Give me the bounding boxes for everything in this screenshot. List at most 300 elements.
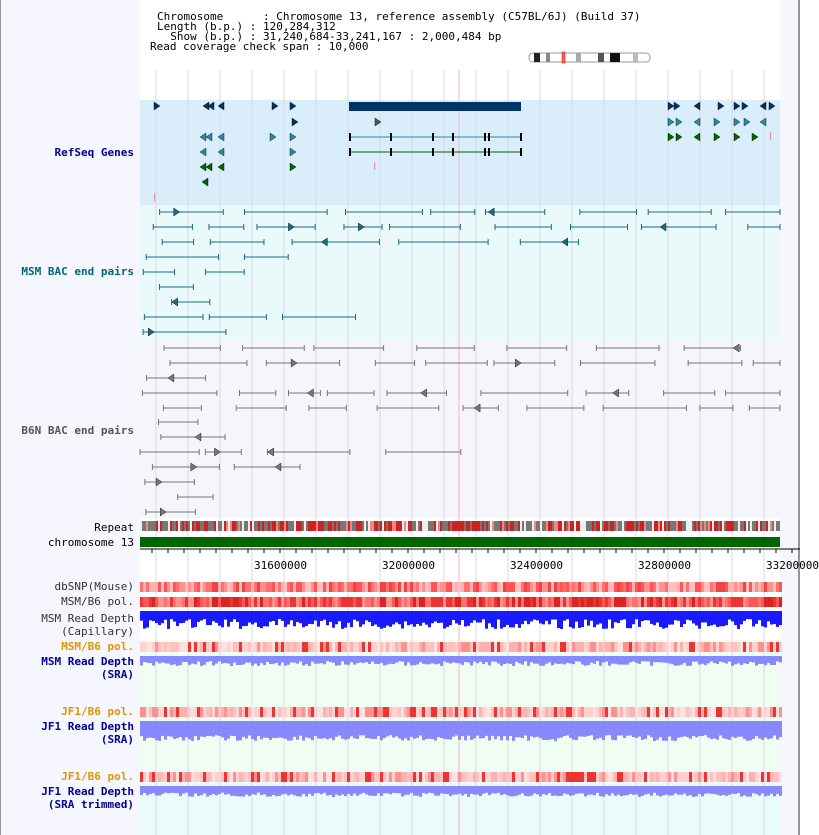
heat-cell xyxy=(410,772,413,782)
repeat-mark xyxy=(678,521,680,531)
depth-bar xyxy=(365,786,368,794)
heat-cell xyxy=(233,642,236,652)
repeat-mark xyxy=(592,521,594,531)
heat-cell xyxy=(506,582,509,592)
depth-bar xyxy=(758,786,761,796)
heat-cell xyxy=(563,597,566,607)
depth-bar xyxy=(650,786,653,796)
heat-cell xyxy=(257,707,260,717)
heat-cell xyxy=(602,642,605,652)
heat-cell xyxy=(245,707,248,717)
heat-cell xyxy=(773,582,776,592)
depth-bar xyxy=(203,611,206,619)
depth-bar xyxy=(272,611,275,621)
repeat-mark xyxy=(180,521,182,531)
heat-cell xyxy=(725,772,728,782)
heat-cell xyxy=(224,582,227,592)
heat-cell xyxy=(332,582,335,592)
heat-cell xyxy=(476,642,479,652)
depth-bar xyxy=(266,786,269,796)
heat-cell xyxy=(557,772,560,782)
depth-bar xyxy=(221,721,224,737)
heat-cell xyxy=(560,582,563,592)
depth-bar xyxy=(761,786,764,793)
heat-cell xyxy=(752,642,755,652)
repeat-mark xyxy=(168,521,170,531)
heat-cell xyxy=(740,597,743,607)
depth-bar xyxy=(200,611,203,621)
depth-bar xyxy=(275,721,278,738)
depth-bar xyxy=(539,786,542,796)
heat-cell xyxy=(707,772,710,782)
heat-cell xyxy=(377,707,380,717)
depth-bar xyxy=(587,656,590,665)
depth-bar xyxy=(572,611,575,628)
depth-bar xyxy=(560,656,563,664)
depth-bar xyxy=(326,786,329,796)
heat-cell xyxy=(698,772,701,782)
heat-cell xyxy=(191,582,194,592)
heat-cell xyxy=(272,707,275,717)
repeat-mark xyxy=(700,521,702,531)
heat-cell xyxy=(527,772,530,782)
repeat-mark xyxy=(510,521,512,531)
heat-cell xyxy=(254,642,257,652)
repeat-mark xyxy=(234,521,236,531)
repeat-mark xyxy=(458,521,460,531)
heat-cell xyxy=(368,707,371,717)
heat-cell xyxy=(317,772,320,782)
header-coverage: Read coverage check span : 10,000 xyxy=(150,40,369,53)
depth-bar xyxy=(338,721,341,735)
depth-bar xyxy=(749,721,752,740)
heat-cell xyxy=(683,597,686,607)
heat-cell xyxy=(638,597,641,607)
heat-cell xyxy=(299,642,302,652)
heat-cell xyxy=(674,582,677,592)
depth-bar xyxy=(749,656,752,662)
heat-cell xyxy=(647,772,650,782)
depth-bar xyxy=(290,656,293,662)
depth-bar xyxy=(233,786,236,796)
depth-bar xyxy=(230,656,233,666)
heat-cell xyxy=(716,707,719,717)
heat-cell xyxy=(704,772,707,782)
depth-bar xyxy=(278,611,281,619)
repeat-mark xyxy=(276,521,278,531)
heat-cell xyxy=(293,707,296,717)
depth-bar xyxy=(422,611,425,623)
depth-bar xyxy=(530,611,533,621)
heat-cell xyxy=(680,642,683,652)
depth-bar xyxy=(353,721,356,738)
depth-bar xyxy=(209,611,212,625)
depth-bar xyxy=(443,611,446,628)
heat-cell xyxy=(383,582,386,592)
heat-cell xyxy=(554,772,557,782)
scale-tick-label: 33200000 xyxy=(766,559,819,572)
repeat-mark xyxy=(566,521,568,531)
heat-cell xyxy=(635,642,638,652)
depth-bar xyxy=(164,656,167,663)
depth-bar xyxy=(551,656,554,665)
repeat-mark xyxy=(364,521,366,531)
heat-cell xyxy=(365,597,368,607)
depth-bar xyxy=(701,656,704,664)
heat-cell xyxy=(707,707,710,717)
depth-bar xyxy=(665,656,668,663)
heat-cell xyxy=(332,772,335,782)
heat-cell xyxy=(566,597,569,607)
depth-bar xyxy=(740,611,743,624)
heat-cell xyxy=(596,582,599,592)
depth-bar xyxy=(326,611,329,625)
depth-bar xyxy=(554,786,557,795)
repeat-mark xyxy=(750,521,752,531)
heat-cell xyxy=(548,582,551,592)
heat-cell xyxy=(713,707,716,717)
depth-bar xyxy=(491,656,494,661)
repeat-mark xyxy=(200,521,202,531)
depth-bar xyxy=(407,611,410,625)
scale-tick-label: 31600000 xyxy=(254,559,307,572)
depth-bar xyxy=(476,611,479,622)
depth-bar xyxy=(389,721,392,735)
heat-cell xyxy=(344,707,347,717)
heat-cell xyxy=(521,772,524,782)
heat-cell xyxy=(590,597,593,607)
heat-cell xyxy=(416,642,419,652)
heat-cell xyxy=(233,707,236,717)
heat-cell xyxy=(161,582,164,592)
depth-bar xyxy=(563,721,566,736)
heat-cell xyxy=(296,772,299,782)
depth-bar xyxy=(452,611,455,620)
heat-cell xyxy=(752,707,755,717)
heat-cell xyxy=(158,707,161,717)
depth-bar xyxy=(713,611,716,625)
depth-bar xyxy=(767,721,770,739)
depth-bar xyxy=(305,721,308,737)
track-label-dbsnp[interactable]: dbSNP(Mouse) xyxy=(54,580,134,593)
track-label-msm-b6-pol[interactable]: MSM/B6 pol. xyxy=(61,595,134,608)
heat-cell xyxy=(482,707,485,717)
depth-bar xyxy=(458,656,461,663)
heat-cell xyxy=(347,707,350,717)
depth-bar xyxy=(638,656,641,664)
heat-cell xyxy=(725,582,728,592)
heat-cell xyxy=(494,707,497,717)
repeat-mark xyxy=(774,521,776,531)
depth-bar xyxy=(743,611,746,621)
depth-bar xyxy=(164,721,167,740)
heat-cell xyxy=(722,582,725,592)
repeat-mark xyxy=(692,521,694,531)
repeat-mark xyxy=(292,521,294,531)
heat-cell xyxy=(335,597,338,607)
depth-bar xyxy=(707,611,710,626)
heat-cell xyxy=(656,772,659,782)
repeat-mark xyxy=(442,521,444,531)
depth-bar xyxy=(746,656,749,664)
heat-cell xyxy=(545,707,548,717)
heat-cell xyxy=(302,582,305,592)
gene-mark xyxy=(154,193,155,201)
heat-cell xyxy=(674,707,677,717)
depth-bar xyxy=(212,611,215,621)
depth-bar xyxy=(497,721,500,736)
heat-cell xyxy=(488,707,491,717)
heat-cell xyxy=(314,582,317,592)
heat-cell xyxy=(662,582,665,592)
heat-cell xyxy=(725,642,728,652)
heat-cell xyxy=(515,772,518,782)
depth-bar xyxy=(404,656,407,666)
depth-bar xyxy=(272,656,275,664)
repeat-mark xyxy=(756,521,758,531)
heat-cell xyxy=(182,772,185,782)
heat-cell xyxy=(611,772,614,782)
heat-cell xyxy=(167,582,170,592)
depth-bar xyxy=(764,786,767,796)
repeat-mark xyxy=(658,521,660,531)
heat-cell xyxy=(623,582,626,592)
heat-cell xyxy=(665,642,668,652)
depth-bar xyxy=(656,611,659,623)
depth-bar xyxy=(497,656,500,663)
exon xyxy=(484,133,486,141)
depth-bar xyxy=(674,721,677,741)
depth-bar xyxy=(533,786,536,793)
heat-cell xyxy=(407,582,410,592)
heat-cell xyxy=(353,597,356,607)
depth-bar xyxy=(662,611,665,629)
heat-cell xyxy=(731,772,734,782)
depth-bar xyxy=(536,786,539,794)
heat-cell xyxy=(146,597,149,607)
depth-bar xyxy=(215,656,218,663)
heat-cell xyxy=(170,597,173,607)
heat-cell xyxy=(644,707,647,717)
heat-cell xyxy=(443,597,446,607)
heat-cell xyxy=(308,642,311,652)
heat-cell xyxy=(140,707,143,717)
heat-cell xyxy=(188,642,191,652)
heat-cell xyxy=(437,772,440,782)
heat-cell xyxy=(389,772,392,782)
repeat-mark xyxy=(666,521,668,531)
heat-cell xyxy=(428,707,431,717)
heat-cell xyxy=(281,582,284,592)
heat-cell xyxy=(407,707,410,717)
depth-bar xyxy=(359,786,362,794)
heat-cell xyxy=(188,582,191,592)
repeat-mark xyxy=(152,521,154,531)
depth-bar xyxy=(605,656,608,662)
depth-bar xyxy=(770,786,773,794)
heat-cell xyxy=(263,707,266,717)
heat-cell xyxy=(428,597,431,607)
depth-bar xyxy=(533,721,536,737)
heat-cell xyxy=(677,642,680,652)
depth-bar xyxy=(554,656,557,663)
track-label-jf1-b6-pol[interactable]: JF1/B6 pol. xyxy=(61,705,134,718)
depth-bar xyxy=(746,786,749,797)
track-label-msm-depth-capillary[interactable]: MSM Read Depth xyxy=(41,612,134,625)
repeat-mark xyxy=(518,521,520,531)
depth-bar xyxy=(281,721,284,738)
heat-cell xyxy=(479,597,482,607)
repeat-mark xyxy=(598,521,600,531)
depth-bar xyxy=(701,611,704,622)
heat-cell xyxy=(425,597,428,607)
track-label-msm-b6-pol-sra[interactable]: MSM/B6 pol. xyxy=(61,640,134,653)
heat-cell xyxy=(398,707,401,717)
depth-bar xyxy=(305,656,308,664)
gene-mark xyxy=(374,162,375,170)
heat-cell xyxy=(521,597,524,607)
depth-bar xyxy=(620,656,623,665)
depth-bar xyxy=(344,656,347,665)
heat-cell xyxy=(647,582,650,592)
depth-bar xyxy=(617,721,620,736)
heat-cell xyxy=(629,597,632,607)
depth-bar xyxy=(509,786,512,796)
repeat-mark xyxy=(402,521,404,531)
repeat-mark xyxy=(622,521,624,531)
track-label-refseq[interactable]: RefSeq Genes xyxy=(54,146,134,159)
depth-bar xyxy=(251,786,254,794)
depth-bar xyxy=(425,656,428,664)
track-label-repeat[interactable]: Repeat xyxy=(94,521,134,534)
repeat-mark xyxy=(456,521,458,531)
heat-cell xyxy=(740,642,743,652)
repeat-mark xyxy=(216,521,218,531)
heat-cell xyxy=(770,597,773,607)
depth-bar xyxy=(194,656,197,664)
heat-cell xyxy=(302,707,305,717)
depth-bar xyxy=(740,721,743,737)
heat-cell xyxy=(710,597,713,607)
depth-bar xyxy=(278,721,281,738)
heat-cell xyxy=(485,642,488,652)
depth-bar xyxy=(236,721,239,741)
depth-bar xyxy=(203,786,206,793)
heat-cell xyxy=(338,642,341,652)
heat-cell xyxy=(572,772,575,782)
heat-cell xyxy=(755,642,758,652)
depth-bar xyxy=(632,656,635,661)
heat-cell xyxy=(761,772,764,782)
heat-cell xyxy=(710,707,713,717)
heat-cell xyxy=(284,597,287,607)
depth-bar xyxy=(140,721,143,736)
depth-bar xyxy=(587,786,590,795)
heat-cell xyxy=(485,707,488,717)
track-label-jf1-depth-trimmed[interactable]: JF1 Read Depth xyxy=(41,785,134,798)
heat-cell xyxy=(341,707,344,717)
depth-bar xyxy=(257,721,260,736)
depth-bar xyxy=(524,656,527,661)
depth-bar xyxy=(584,721,587,737)
depth-bar xyxy=(695,611,698,626)
depth-bar xyxy=(365,721,368,738)
depth-bar xyxy=(212,721,215,737)
depth-bar xyxy=(317,786,320,793)
depth-bar xyxy=(455,656,458,663)
heat-cell xyxy=(596,772,599,782)
heat-cell xyxy=(626,597,629,607)
depth-bar xyxy=(194,786,197,794)
depth-bar xyxy=(554,611,557,620)
track-label-msm-depth-sra[interactable]: MSM Read Depth xyxy=(41,655,134,668)
depth-bar xyxy=(311,611,314,624)
heat-cell xyxy=(707,642,710,652)
heat-cell xyxy=(230,772,233,782)
heat-cell xyxy=(533,772,536,782)
depth-bar xyxy=(698,721,701,736)
heat-cell xyxy=(677,597,680,607)
depth-bar xyxy=(206,611,209,625)
heat-cell xyxy=(218,642,221,652)
heat-cell xyxy=(593,707,596,717)
depth-bar xyxy=(698,656,701,665)
heat-cell xyxy=(464,642,467,652)
track-label-jf1-b6-pol-2[interactable]: JF1/B6 pol. xyxy=(61,770,134,783)
depth-bar xyxy=(332,786,335,797)
heat-cell xyxy=(230,582,233,592)
repeat-mark xyxy=(532,521,534,531)
heat-cell xyxy=(461,642,464,652)
heat-cell xyxy=(662,772,665,782)
heat-cell xyxy=(590,707,593,717)
depth-bar xyxy=(362,656,365,663)
depth-bar xyxy=(737,611,740,629)
depth-bar xyxy=(719,611,722,626)
heat-cell xyxy=(143,772,146,782)
depth-bar xyxy=(602,611,605,629)
heat-cell xyxy=(350,707,353,717)
repeat-mark xyxy=(468,521,470,531)
repeat-mark xyxy=(226,521,228,531)
depth-bar xyxy=(188,611,191,619)
heat-cell xyxy=(542,582,545,592)
depth-bar xyxy=(551,786,554,796)
heat-cell xyxy=(539,582,542,592)
heat-cell xyxy=(368,642,371,652)
track-label-chromosome[interactable]: chromosome 13 xyxy=(47,536,134,549)
depth-bar xyxy=(491,721,494,736)
heat-cell xyxy=(617,582,620,592)
depth-bar xyxy=(725,656,728,664)
heat-cell xyxy=(386,642,389,652)
heat-cell xyxy=(719,707,722,717)
heat-cell xyxy=(221,582,224,592)
depth-bar xyxy=(221,786,224,793)
depth-bar xyxy=(305,611,308,626)
track-label-jf1-depth-sra[interactable]: JF1 Read Depth xyxy=(41,720,134,733)
heat-cell xyxy=(407,642,410,652)
track-label-msm-bac[interactable]: MSM BAC end pairs xyxy=(21,265,134,278)
track-label-b6n-bac[interactable]: B6N BAC end pairs xyxy=(21,424,134,437)
depth-bar xyxy=(566,611,569,619)
heat-cell xyxy=(470,772,473,782)
heat-cell xyxy=(449,707,452,717)
repeat-mark xyxy=(652,521,654,531)
repeat-mark xyxy=(562,521,564,531)
depth-bar xyxy=(545,786,548,795)
repeat-mark xyxy=(330,521,332,531)
